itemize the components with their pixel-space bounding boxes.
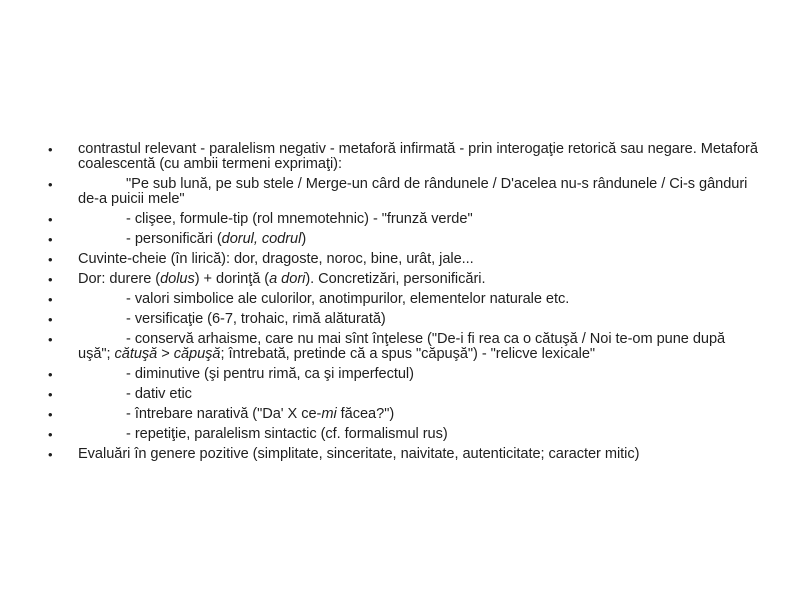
bullet-list: [48, 142, 758, 467]
bullet-text: "Pe sub lună, pe sub stele / Merge-un cârd de rândunele / D'acelea nu-s rândunele / Ci-s gânduri de-a puicii mele": [78, 176, 748, 207]
list-item: [48, 272, 758, 287]
list-item: [48, 312, 758, 327]
list-item: [48, 212, 758, 227]
bullet-text: - clişee, formule-tip (rol mnemotehnic) - "frunză verde": [126, 211, 473, 227]
bullet-icon: •: [48, 212, 53, 227]
bullet-icon: •: [48, 232, 53, 247]
bullet-text: contrastul relevant - paralelism negativ - metaforă infirmată - prin interogaţie retorică sau negare. Metaforă coalescentă (cu ambii termeni exprimaţi):: [78, 141, 758, 172]
bullet-icon: •: [48, 142, 53, 157]
italic-text: dorul, codrul: [221, 231, 302, 247]
bullet-text: Evaluări în genere pozitive (simplitate, sinceritate, naivitate, autenticitate; caracter mitic): [78, 446, 640, 462]
bullet-text: - dativ etic: [126, 386, 192, 402]
bullet-icon: •: [48, 252, 53, 267]
bullet-icon: •: [48, 427, 53, 442]
list-item: [48, 332, 758, 362]
bullet-icon: •: [48, 447, 53, 462]
bullet-icon: •: [48, 312, 53, 327]
list-item: [48, 407, 758, 422]
bullet-icon: •: [48, 407, 53, 422]
bullet-text: făcea?"): [336, 406, 395, 422]
bullet-text: - diminutive (şi pentru rimă, ca şi imperfectul): [126, 366, 414, 382]
bullet-text: - conservă arhaisme, care nu mai sînt înţelese ("De-i fi rea ca o cătuşă / Noi te-om pune după uşă";: [78, 331, 726, 362]
bullet-text: ) + dorinţă (: [194, 271, 270, 287]
bullet-text: - versificaţie (6-7, trohaic, rimă alăturată): [126, 311, 386, 327]
bullet-text: ). Concretizări, personificări.: [305, 271, 486, 287]
italic-text: căpuşă: [173, 346, 221, 362]
list-item: [48, 427, 758, 442]
list-item: [48, 142, 758, 172]
list-item: [48, 387, 758, 402]
list-item: [48, 447, 758, 462]
italic-text: a dori: [269, 271, 306, 287]
italic-text: cătuşă: [114, 346, 158, 362]
list-item: [48, 292, 758, 307]
bullet-text: Cuvinte-cheie (în lirică): dor, dragoste, noroc, bine, urât, jale...: [78, 251, 474, 267]
bullet-text: - repetiţie, paralelism sintactic (cf. formalismul rus): [126, 426, 448, 442]
bullet-icon: •: [48, 387, 53, 402]
bullet-icon: •: [48, 177, 53, 192]
bullet-icon: •: [48, 292, 53, 307]
list-item: [48, 177, 758, 207]
bullet-icon: •: [48, 332, 53, 347]
bullet-icon: •: [48, 367, 53, 382]
bullet-text: Dor: durere (: [78, 271, 161, 287]
bullet-text: - valori simbolice ale culorilor, anotimpurilor, elementelor naturale etc.: [126, 291, 570, 307]
bullet-icon: •: [48, 272, 53, 287]
bullet-text: >: [157, 346, 174, 362]
list-item: [48, 367, 758, 382]
italic-text: dolus: [160, 271, 195, 287]
italic-text: mi: [321, 406, 337, 422]
list-item: [48, 252, 758, 267]
list-item: [48, 232, 758, 247]
bullet-text: ; întrebată, pretinde că a spus "căpuşă") - "relicve lexicale": [220, 346, 596, 362]
bullet-text: ): [301, 231, 307, 247]
bullet-text: - întrebare narativă ("Da' X ce-: [126, 406, 322, 422]
bullet-text: - personificări (: [126, 231, 222, 247]
